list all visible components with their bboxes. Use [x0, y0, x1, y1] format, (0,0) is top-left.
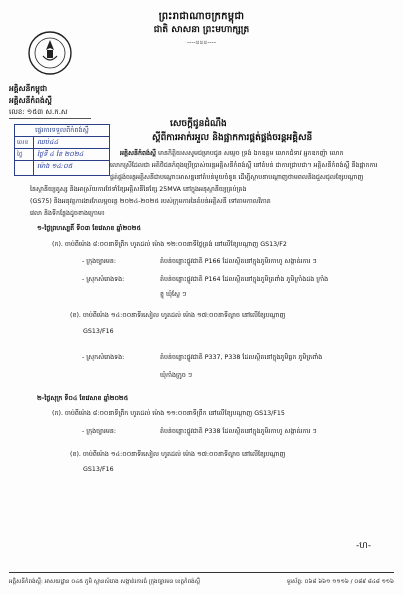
location-text: ឃុំកាំងក្រូច ៗ	[160, 372, 193, 379]
intro-line-5: (GS75) និងអនុវត្តការងារកែលម្អចរន្ត ២០២៤-២០២៥ របស់ក្រុមការនៃតំបន់អគ្គិសនី ទៅតាមកាលវិភាគ	[30, 198, 271, 205]
reference-underline	[9, 118, 91, 119]
location-label: - ក្រុងច្បារមន:	[82, 258, 117, 265]
org-name-branch: អគ្គិសនីកំពង់ស្ពឺ	[9, 96, 52, 105]
day2-date: ២-ថ្ងៃសុក្រ ទី០៤ ខែវេសាខ ឆ្នាំ២០២៥	[37, 395, 129, 402]
reference-number: លេខ: ១៥៣ ស.ក.ស	[9, 108, 68, 116]
stamp-key: លេខ	[17, 139, 29, 146]
stamp-key: ថ្ងៃ	[17, 151, 23, 158]
day2-slot-a: (ក). ចាប់ពីម៉ោង ៨:០០នាទីព្រឹក ហូតដល់ ម៉ោង ១១:០០នាទីព្រឹក នៅលើខ្សែបណ្តាញ GS13/F15	[52, 410, 285, 417]
stamp-row	[15, 160, 109, 172]
location-label: - ក្រុងច្បារមន:	[82, 428, 117, 435]
edc-logo-icon	[27, 30, 73, 76]
org-name-primary: អគ្គិសនីកម្ពុជា	[9, 84, 48, 93]
header-ornament: ----৪৪৪----	[186, 39, 216, 46]
feeder-code: GS13/F16	[83, 466, 114, 473]
location-text: តំបន់ចន្លោះផ្លូវជាតិ P166 ដែលស្ថិតនៅក្នុងភូមិរកាហូ សង្កាត់រការ ៗ	[160, 258, 317, 265]
stamp-value: ម៉ោង ១៤:០៥	[37, 162, 73, 170]
day2-slot-b: (ខ). ចាប់ពីម៉ោង ១៤:០០នាទីរសៀល ហូតដល់ ម៉ោង ១៧:០០នាទីល្ងាច នៅលើខ្សែបណ្តាញ	[70, 451, 286, 458]
footer-divider	[9, 572, 394, 573]
day1-slot-b: (ខ). ចាប់ពីម៉ោង ១៤:០០នាទីរសៀល ហូតដល់ ម៉ោង ១៧:០០នាទីល្ងាច នៅលើខ្សែបណ្តាញ	[70, 312, 286, 319]
intro-line-6: វេលា និងទីកន្លែងដូចខាងក្រោម៖	[30, 210, 105, 217]
day1-slot-a: (ក). ចាប់ពីម៉ោង ៨:០០នាទីព្រឹក ហូតដល់ ម៉ោង ១២:០០នាទីថ្ងៃត្រង់ នៅលើខ្សែបណ្តាញ GS13/F2	[52, 241, 287, 248]
received-stamp	[14, 124, 110, 176]
motto-header: ជាតិ សាសនា ព្រះមហាក្សត្រ	[153, 25, 250, 35]
footer-address: អគ្គិសនីកំពង់ស្ពឺ: អាសយដ្ឋាន ០៤៥ ភូមិ ស្ពានសំរោង សង្កាត់រការធំ ក្រុងច្បារមន ខេត្តកំពង់ស្ពឺ	[9, 579, 201, 585]
page-mark: -ហ-	[356, 541, 372, 551]
location-text: តំបន់ចន្លោះផ្លូវជាតិ P338 ដែលស្ថិតនៅក្នុងភូមិរកាហូ សង្កាត់រការ ៗ	[160, 428, 317, 435]
notice-title: សេចក្តីជូនដំណឹង	[170, 119, 227, 129]
notice-subtitle: ស្តីពីការអាក់រអួល និងផ្អាកការផ្គត់ផ្គង់ចរន្តអគ្គិសនី	[152, 133, 313, 143]
stamp-value: ថ្ងៃទី ៤ ខែ ២០២៤	[37, 150, 84, 158]
location-label: - ស្រុកសំរោងទង:	[82, 276, 125, 283]
location-text: តំបន់ចន្លោះផ្លូវជាតិ P164 ដែលស្ថិតនៅក្នុងភូមិត្រពាំង ភូមិក្រាំងដង ក្រាំង	[160, 276, 329, 283]
stamp-title: ផ្ទេរការទទួលពីកំពង់ស្ពឺ	[15, 125, 109, 137]
intro-org-name: អគ្គិសនីកំពង់ស្ពឺ	[120, 150, 156, 157]
feeder-code: GS13/F16	[83, 328, 114, 335]
day1-date: ១-ថ្ងៃព្រហស្បតិ៍ ទី០៣ ខែវេសាខ ឆ្នាំ២០២៥	[37, 225, 141, 232]
footer-phone: ទូរស័ព្ទ: ០៦៨ ៦៦១ ១១១៦ / ០៨៩ ៨៤៨ ១១៦	[286, 579, 394, 585]
location-label: - ស្រុកសំរោងទង:	[82, 354, 125, 361]
location-text: តំបន់ចន្លោះផ្លូវជាតិ P337, P338 ដែលស្ថិតនៅក្នុងភូមិធ្លក ភូមិត្រពាំង	[160, 354, 323, 361]
stamp-value: ឈប់៤៤	[37, 138, 59, 146]
intro-line-3: ផ្គត់ផ្គង់ចរន្តអគ្គិសនីជាបណ្តោះអាសន្ននៅតំបន់មួយចំនួន ដើម្បីស្ថាបនាបណ្តាញថាមពលនិងជួសជុលខ្សែបណ្តាញ	[110, 174, 364, 181]
kingdom-header: ព្រះរាជាណាចក្រកម្ពុជា	[158, 11, 245, 22]
intro-line-4: នៃស្ថានីយ្យតូស្ស និងអាស្រ័យការថែទាំខ្សែអគ្គិសនីនៃខ្សែ 25MVA នៅក្នុងអនុស្ថានីយ្យគ្រប់គ្រង	[30, 186, 247, 193]
location-text: ខ្នុ ឃុំស្លែ ៗ	[160, 291, 187, 298]
intro-line-2: លោកស្រីដែលជា អតិថិជនកំពុងប្រើប្រាស់ចរន្តអគ្គិសនីកំពង់ស្ពឺ នៅតំបន់ ជាការជ្រាបជា។ អគ្គិសនីកំពង់ស្ពឺ នឹងផ្អាកការ	[110, 162, 378, 169]
intro-text: មានកិត្តិយសសូមជម្រាបជូន សម្តេច ទ្រង់ ឯកឧត្តម លោកជំទាវ អ្នកឧកញ៉ា លោក	[155, 150, 344, 157]
